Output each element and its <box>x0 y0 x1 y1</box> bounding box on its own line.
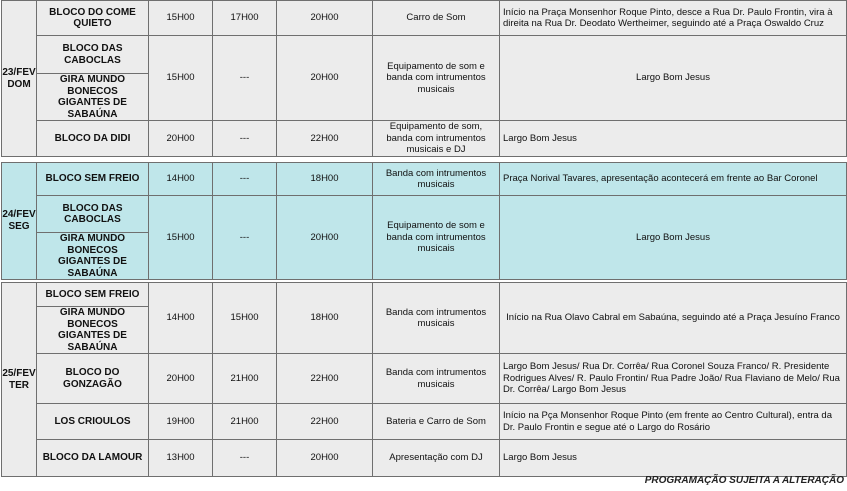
saida-time: --- <box>213 196 277 280</box>
percurso: Largo Bom Jesus <box>500 121 847 157</box>
equipamento: Banda com intrumentos musicais <box>373 163 500 196</box>
saida-time: --- <box>213 121 277 157</box>
termino-time: 18H00 <box>277 163 373 196</box>
schedule-table-day-3 <box>1 282 847 477</box>
termino-time: 20H00 <box>277 1 373 36</box>
termino-time: 20H00 <box>277 36 373 121</box>
saida-time: 17H00 <box>213 1 277 36</box>
saida-time: 21H00 <box>213 404 277 440</box>
table-row <box>2 283 847 307</box>
bloco-name: BLOCO DA DIDI <box>37 121 149 157</box>
termino-time: 20H00 <box>277 440 373 477</box>
termino-time: 20H00 <box>277 196 373 280</box>
equipamento: Bateria e Carro de Som <box>373 404 500 440</box>
percurso: Praça Norival Tavares, apresentação acontecerá em frente ao Bar Coronel <box>500 163 847 196</box>
bloco-name: BLOCO DAS CABOCLAS <box>37 196 149 233</box>
day-cell: 23/FEV DOM <box>2 1 37 157</box>
concentracao-time: 19H00 <box>149 404 213 440</box>
termino-time: 22H00 <box>277 121 373 157</box>
bloco-name: GIRA MUNDO BONECOS GIGANTES DE SABAÚNA <box>37 307 149 354</box>
equipamento: Banda com intrumentos musicais <box>373 354 500 404</box>
equipamento: Equipamento de som e banda com intrumentos musicais <box>373 196 500 280</box>
concentracao-time: 15H00 <box>149 196 213 280</box>
termino-time: 22H00 <box>277 354 373 404</box>
termino-time: 22H00 <box>277 404 373 440</box>
concentracao-time: 14H00 <box>149 163 213 196</box>
percurso: Largo Bom Jesus <box>500 440 847 477</box>
concentracao-time: 13H00 <box>149 440 213 477</box>
bloco-name: BLOCO DAS CABOCLAS <box>37 36 149 74</box>
equipamento: Banda com intrumentos musicais <box>373 283 500 354</box>
saida-time: 21H00 <box>213 354 277 404</box>
table-row <box>2 36 847 74</box>
bloco-name: BLOCO DO COME QUIETO <box>37 1 149 36</box>
bloco-name: GIRA MUNDO BONECOS GIGANTES DE SABAÚNA <box>37 233 149 280</box>
schedule-table-day-2 <box>1 162 847 280</box>
equipamento: Equipamento de som, banda com intrumentos musicais e DJ <box>373 121 500 157</box>
saida-time: 15H00 <box>213 283 277 354</box>
percurso: Largo Bom Jesus <box>500 196 847 280</box>
table-row <box>2 1 847 36</box>
saida-time: --- <box>213 163 277 196</box>
bloco-name: LOS CRIOULOS <box>37 404 149 440</box>
footer-note: PROGRAMAÇÃO SUJEITA A ALTERAÇÃO <box>644 475 844 486</box>
equipamento: Equipamento de som e banda com intrumentos musicais <box>373 36 500 121</box>
equipamento: Carro de Som <box>373 1 500 36</box>
table-row <box>2 121 847 157</box>
percurso: Largo Bom Jesus <box>500 36 847 121</box>
concentracao-time: 20H00 <box>149 121 213 157</box>
percurso: Início na Pça Monsenhor Roque Pinto (em frente ao Centro Cultural), entra da Dr. Paulo Frontin e segue até o Largo do Rosário <box>500 404 847 440</box>
concentracao-time: 20H00 <box>149 354 213 404</box>
day-cell: 25/FEV TER <box>2 283 37 477</box>
table-row <box>2 440 847 477</box>
bloco-name: BLOCO DA LAMOUR <box>37 440 149 477</box>
bloco-name: BLOCO DO GONZAGÃO <box>37 354 149 404</box>
saida-time: --- <box>213 36 277 121</box>
percurso: Início na Praça Monsenhor Roque Pinto, desce a Rua Dr. Paulo Frontin, vira à direita na Rua Dr. Deodato Wertheimer, seguindo até a Praça Oswaldo Cruz <box>500 1 847 36</box>
bloco-name: BLOCO SEM FREIO <box>37 163 149 196</box>
percurso: Largo Bom Jesus/ Rua Dr. Corrêa/ Rua Coronel Souza Franco/ R. Presidente Rodrigues Alves/ R. Paulo Frontin/ Rua Padre João/ Rua Flaviano de Melo/ Rua Dr. Corrêa/ Largo Bom Jesus <box>500 354 847 404</box>
table-row <box>2 354 847 404</box>
table-row <box>2 404 847 440</box>
concentracao-time: 14H00 <box>149 283 213 354</box>
concentracao-time: 15H00 <box>149 36 213 121</box>
percurso: Início na Rua Olavo Cabral em Sabaúna, seguindo até a Praça Jesuíno Franco <box>500 283 847 354</box>
table-row <box>2 163 847 196</box>
saida-time: --- <box>213 440 277 477</box>
bloco-name: BLOCO SEM FREIO <box>37 283 149 307</box>
schedule-table-day-1 <box>1 0 847 157</box>
termino-time: 18H00 <box>277 283 373 354</box>
concentracao-time: 15H00 <box>149 1 213 36</box>
table-row <box>2 196 847 233</box>
equipamento: Apresentação com DJ <box>373 440 500 477</box>
bloco-name: GIRA MUNDO BONECOS GIGANTES DE SABAÚNA <box>37 74 149 121</box>
day-cell: 24/FEV SEG <box>2 163 37 280</box>
